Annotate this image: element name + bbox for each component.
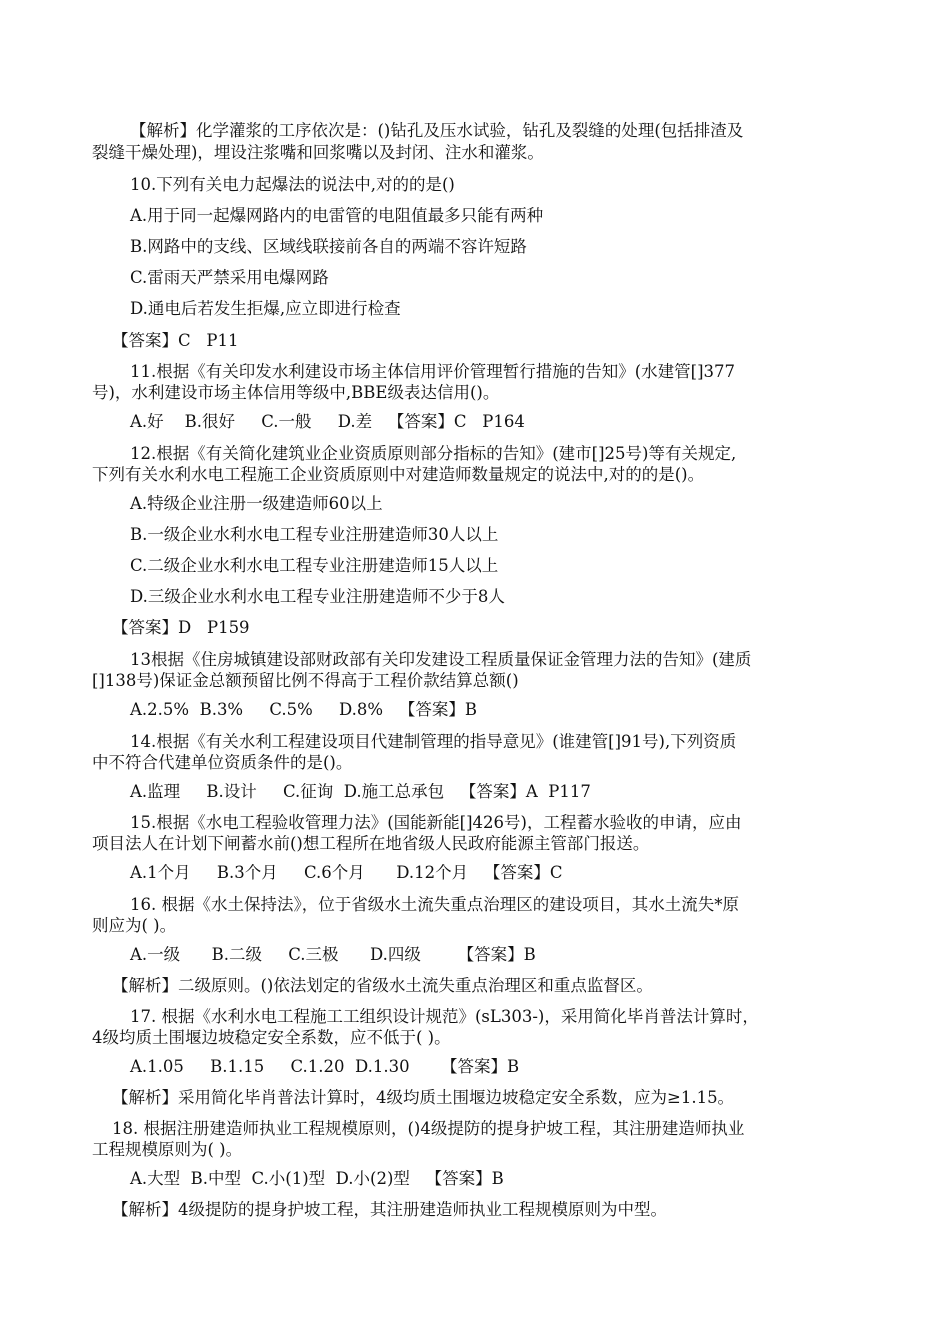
- text-line: []138号)保证金总额预留比例不得高于工程价款结算总额(): [92, 671, 519, 690]
- options-line: A.1个月 B.3个月 C.6个月 D.12个月 【答案】C: [130, 863, 563, 882]
- text-line: 则应为( )。: [92, 916, 177, 935]
- analysis-line: 【解析】采用简化毕肖普法计算时，4级均质土围堰边坡稳定安全系数，应为≥1.15。: [112, 1088, 735, 1107]
- analysis-line: 【解析】二级原则。()依法划定的省级水土流失重点治理区和重点监督区。: [112, 976, 653, 995]
- text-line: 号)，水利建设市场主体信用等级中,BBE级表达信用()。: [92, 383, 500, 402]
- options-line: A.1.05 B.1.15 C.1.20 D.1.30 【答案】B: [130, 1057, 520, 1076]
- text-line: 工程规模原则为( )。: [92, 1140, 243, 1159]
- text-line: 下列有关水利水电工程施工企业资质原则中对建造师数量规定的说法中,对的的是()。: [92, 465, 705, 484]
- option-a: A.特级企业注册一级建造师60以上: [130, 494, 383, 513]
- question-10: 10.下列有关电力起爆法的说法中,对的的是(): [130, 175, 455, 194]
- option-a: A.用于同一起爆网路内的电雷管的电阻值最多只能有两种: [130, 206, 544, 225]
- text-line: 4级均质土围堰边坡稳定安全系数，应不低于( )。: [92, 1028, 451, 1047]
- question-17: 17. 根据《水利水电工程施工工组织设计规范》(sL303-)，采用简化毕肖普法计算时，: [130, 1007, 759, 1026]
- option-d: D.通电后若发生拒爆,应立即进行检查: [130, 299, 401, 318]
- question-18: 18. 根据注册建造师执业工程规模原则，()4级提防的提身护坡工程，其注册建造师执业: [112, 1119, 745, 1138]
- question-12: 12.根据《有关简化建筑业企业资质原则部分指标的告知》(建市[]25号)等有关规定,: [130, 444, 737, 463]
- option-c: C.雷雨天严禁采用电爆网路: [130, 268, 329, 287]
- question-11: 11.根据《有关印发水利建设市场主体信用评价管理暂行措施的告知》(水建管[]377: [130, 362, 736, 381]
- options-line: A.大型 B.中型 C.小(1)型 D.小(2)型 【答案】B: [130, 1169, 504, 1188]
- answer-line: 【答案】D P159: [112, 618, 250, 637]
- question-16: 16. 根据《水土保持法》，位于省级水土流失重点治理区的建设项目，其水土流失*原: [130, 895, 739, 914]
- answer-line: 【答案】C P11: [112, 331, 239, 350]
- text-line: 中不符合代建单位资质条件的是()。: [92, 753, 353, 772]
- options-line: A.一级 B.二级 C.三极 D.四级 【答案】B: [130, 945, 536, 964]
- options-line: A.好 B.很好 C.一般 D.差 【答案】C P164: [130, 412, 525, 431]
- question-15: 15.根据《水电工程验收管理力法》(国能新能[]426号)，工程蓄水验收的申请，应由: [130, 813, 742, 832]
- question-13: 13根据《住房城镇建设部财政部有关印发建设工程质量保证金管理力法的告知》(建质: [130, 650, 752, 669]
- option-b: B.网路中的支线、区域线联接前各自的两端不容许短路: [130, 237, 527, 256]
- question-14: 14.根据《有关水利工程建设项目代建制管理的指导意见》(谁建管[]91号),下列资质: [130, 732, 737, 751]
- text-line: 项目法人在计划下闸蓄水前()想工程所在地省级人民政府能源主管部门报送。: [92, 834, 650, 853]
- option-b: B.一级企业水利水电工程专业注册建造师30人以上: [130, 525, 499, 544]
- analysis-line: 【解析】4级提防的提身护坡工程，其注册建造师执业工程规模原则为中型。: [112, 1200, 667, 1219]
- text-line: 裂缝干燥处理)，埋设注浆嘴和回浆嘴以及封闭、注水和灌浆。: [92, 143, 544, 162]
- options-line: A.2.5% B.3% C.5% D.8% 【答案】B: [130, 700, 477, 719]
- options-line: A.监理 B.设计 C.征询 D.施工总承包 【答案】A P117: [130, 782, 591, 801]
- option-c: C.二级企业水利水电工程专业注册建造师15人以上: [130, 556, 499, 575]
- text-line: 【解析】化学灌浆的工序依次是：()钻孔及压水试验，钻孔及裂缝的处理(包括排渣及: [130, 121, 744, 140]
- option-d: D.三级企业水利水电工程专业注册建造师不少于8人: [130, 587, 505, 606]
